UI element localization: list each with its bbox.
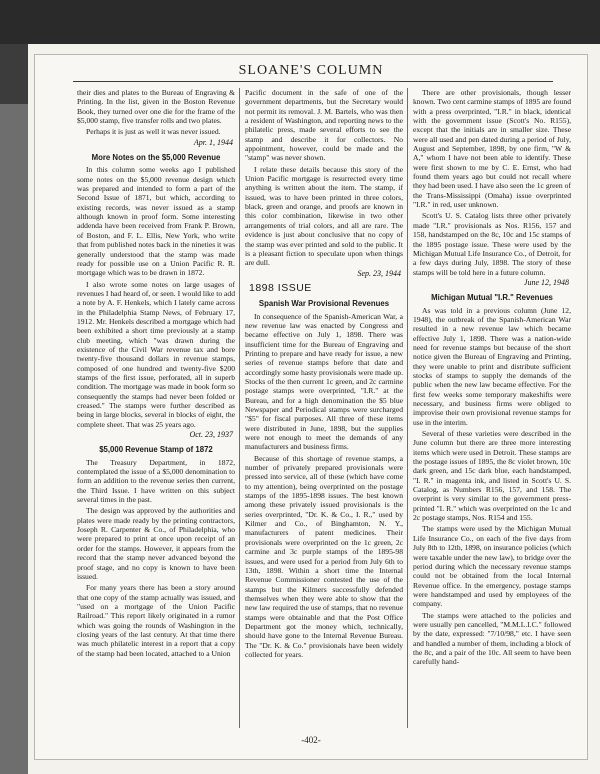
scan-border-left <box>0 44 28 774</box>
section-heading: More Notes on the $5,000 Revenue <box>91 153 221 163</box>
paragraph: In consequence of the Spanish-American War, a new revenue law was enacted by Congress and became effective on July 1, 1898. There was insufficient time for the Bureau of Engraving and Printing to prepare and have ready for issue, a new series of revenue stamps before that date and accordingly some hasty provisionals were made up. Stocks of the then current 1c green, and 2c carmine postage stamps were overprinted, "I.R." at the Bureau, and for a high denomination the $5 blue Newspaper and Periodical stamps were surcharged "$5" for fiscal purposes. All three of these items were distributed in June, 1898, but the supplies were not enough to meet the demands of any manufacturers and business firms. <box>245 311 403 452</box>
paragraph: As was told in a previous column (June 12, 1948), the outbreak of the Spanish-American War resulted in a new revenue law which became effective July 1, 1898. There was a nation-wide need for revenue stamps but because of the short notice given the Bureau of Engraving and Printing, they were unable to print and distribute sufficient stocks of stamps to supply the demands of the public when the new law became effective. For the first few weeks some temporary makeshifts were necessary, and business firms were obliged to improvise their own provisional revenue stamps for use in the interim. <box>413 305 571 427</box>
column-right <box>413 88 571 669</box>
header-rule <box>73 81 553 82</box>
paragraph: In this column some weeks ago I published some notes on the $5,000 revenue design which was prepared and intended to form a part of the Second Issue of 1871, but which, according to existing records, was never issued as a stamp although known in proof form. Some interesting addenda have been received from Frank P. Brown, of Boston, and F. L. Ellis, New York, who write that from published notes back in the nineties it was generally understood that the stamp was made ready for possible use on a Union Pacific R. R. mortgage which was to be drawn in 1872. <box>77 165 235 278</box>
paragraph: The Treasury Department, in 1872, contemplated the issue of a $5,000 denomination to form an addition to the revenue series then current, the Third Issue. I have written on this subject several times in the past. <box>77 457 235 505</box>
section-heading: Spanish War Provisional Revenues <box>258 299 390 309</box>
column-left <box>77 88 235 660</box>
column-divider <box>239 88 240 728</box>
issue-heading: 1898 ISSUE <box>249 281 312 294</box>
handwritten-date: Sep. 23, 1944 <box>357 268 401 278</box>
page-number: -402- <box>301 735 321 745</box>
column-middle <box>245 88 403 661</box>
paragraph: Because of this shortage of revenue stamps, a number of privately prepared provisionals were pressed into service, all of these (which have come to my attention), being overprinted on the postage stamps of the 1895-1898 issues. The best known among these privately issued provisionals is the series overprinted, "Dr. K. & Co., I. R.," used by Kilmer and Co., of Binghamton, N. Y., manufacturers of patent medicines. Their provisionals were overprinted on the 1c green, 2c carmine and 3c purple stamps of the 1895-98 issues, and were used for a period from July 6th to 13th, 1898. Within a short time the Internal Revenue Commissioner contested the use of the stamps but the Kilmers successfully defended themselves when they were able to show that the new law required the use of stamps, that no revenue stamps were obtainable and that the Post Office Department got the money which, technically, should have gone to the Internal Revenue Bureau. The "Dr. K. & Co." provisionals have been widely collected for years. <box>245 453 403 659</box>
paragraph: Pacific document in the safe of one of the government departments, but the Secretary would not permit its removal. J. M. Bartels, who was then a resident of Washington, and reporting news to the philatelic press, made several efforts to see the stamp and describe it for collectors. No appointment, however, could be made and the "stamp" was never shown. <box>245 88 403 163</box>
paragraph: The design was approved by the authorities and plates were made ready by the printing contractors, Joseph R. Carpenter & Co., of Philadelphia, who were prepared to print at once upon receipt of an order for the stamps. However, it appears from the record that the stamp never advanced beyond the proof stage, and no copy is known to have been issued. <box>77 506 235 581</box>
handwritten-date: Apr. 1, 1944 <box>193 137 233 147</box>
handwritten-date: Oct. 23, 1937 <box>189 430 233 440</box>
scan-border-top <box>0 0 600 44</box>
handwritten-date: June 12, 1948 <box>523 277 569 287</box>
paragraph: Scott's U. S. Catalog lists three other privately made "I.R." provisionals as Nos. R156, 157 and 158, handstamped on the 8c, 10c and 15c stamps of the 1895 postage issue. These were used by the Michigan Mutual Life Insurance Co., of Detroit, for a few days during July, 1898. The story of these stamps will be told here in a future column. <box>413 211 571 277</box>
paragraph: I relate these details because this story of the Union Pacific mortgage is resurrected every time anything is written about the item. The stamp, if issued, was to have been printed in three colors, black, green and orange, and proofs are known in this color combination, likewise in two other arrangements of trial colors, and all are rare. The evidence is just about conclusive that no copy of the stamp was ever printed and sold to the public. It is a pleasant fiction to speculate upon when things are dull. <box>245 164 403 268</box>
page-title: SLOANE'S COLUMN <box>238 63 384 78</box>
paragraph: There are other provisionals, though lesser known. Two cent carmine stamps of 1895 are found with a press overprinted, "I.R." in black, identical with the government issue (Scott's No. R155), except that the initials are in smaller size. These were all used and pen dated during a period of July, August and September, 1898, by one firm, "W & A," whom I have not been able to identify. These were first shown to me by C. E. Ernst, who had found them years ago but could not recall where they had been used. I have also seen the 1c green of the Trans-Mississippi (Omaha) issue overprinted "I.R." in red, user unknown. <box>413 88 571 210</box>
paragraph: The stamps were attached to the policies and were usually pen cancelled, "M.M.L.I.C." followed by the date, expressed: "7/10/98," etc. I have seen and handled a number of them, including a block of the 8c, and a pair of the 10c. All seem to have been carefully hand- <box>413 610 571 667</box>
paragraph: The stamps were used by the Michigan Mutual Life Insurance Co., on each of the five days from July 8th to 12th, 1898, on insurance policies (which were taxable under the new law), to bridge over the period during which the necessary revenue stamps could not be obtained from the local Internal Revenue office. In the emergency, postage stamps were handstamped and used by employees of the company. <box>413 524 571 609</box>
column-sheet <box>34 54 588 760</box>
paragraph: Perhaps it is just as well it was never issued. <box>86 127 221 137</box>
column-divider <box>407 88 408 728</box>
paragraph: For many years there has been a story around that one copy of the stamp actually was issued, and "used on a mortgage of the Union Pacific Railroad." This report likely originated in a rumor which was going the rounds of Washington in the closing years of the last century. At that time there was much philatelic interest in a report that a copy of the stamp had been located, attached to a Union <box>77 583 235 658</box>
paragraph: Several of these varieties were described in the June column but there are three more interesting items which were used in Detroit. These stamps are the postage issues of 1895, the 8c violet brown, 10c dark green, and 15c dark blue, each handstamped, "I. R." in magenta ink, and listed in Scott's U. S. Catalog, as Numbers R156, 157, and 158. The overprint is very similar to the government press-printed "I. R." which was overprinted on the 1c and 2c postage stamps, Nos. R154 and 155. <box>413 429 571 523</box>
paragraph: their dies and plates to the Bureau of Engraving & Printing. In the list, given in the Boston Revenue Book, they turned over one die for the frame of the $5,000 stamp, five transfer rolls and two plates. <box>77 88 235 126</box>
section-heading: $5,000 Revenue Stamp of 1872 <box>99 445 213 455</box>
scan-border-left-dark <box>0 44 28 104</box>
paragraph: I also wrote some notes on large usages of revenues I had heard of, or seen. I would like to add a note by A. F. Henkels, which I lately came across in the Philadelphia Stamp News, of February 17, 1912. Mr. Henkels described a mortgage which had been exhibited a short time previously at a stamp club meeting, which "was drawn during the existence of the Civil War revenue tax and bore twenty-five thousand dollars in revenue stamps, composed of one hundred and twenty-five $200 stamps of the first issue, perforated, all in superb condition. The mortgage was made in book form so consequently the stamps had never been folded or creased." The stamps were further described as being in large blocks, several in blocks of eight, the complete sheet. That was 25 years ago. <box>77 279 235 429</box>
section-heading: Michigan Mutual "I.R." Revenues <box>431 293 553 303</box>
page <box>28 44 600 774</box>
